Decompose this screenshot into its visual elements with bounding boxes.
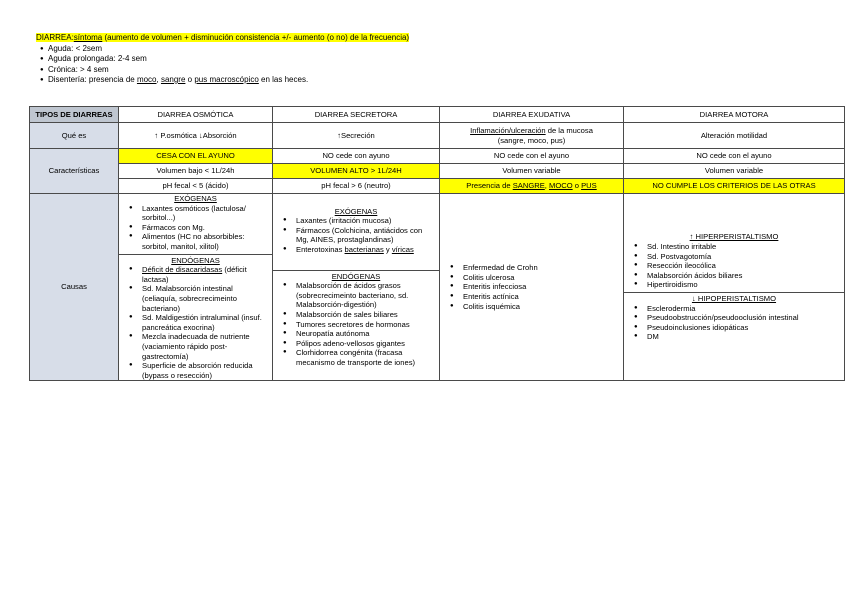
moco-word: moco: [136, 75, 157, 84]
sangre-text: SANGRE: [512, 181, 545, 191]
list-item: ● Aguda: < 2sem: [36, 44, 409, 55]
exudativa-mucosa: de la mucosa: [545, 125, 593, 135]
cell-exu-car-3: [440, 179, 624, 194]
list-item: ● Colitis ulcerosa: [443, 273, 620, 283]
row-que-es: [30, 123, 845, 149]
deficit-text: Déficit de disacaridasas: [142, 265, 223, 275]
list-item: ● Laxantes (irritación mucosa): [276, 216, 436, 226]
row-label-que-es: Qué es: [30, 123, 119, 149]
viricas-text: víricas: [391, 245, 414, 255]
osm-endogenas-title: ENDÓGENAS: [171, 255, 220, 265]
list-item: ● Colitis isquémica: [443, 302, 620, 312]
cell-osmotica-que: ↑ P.osmótica ↓Absorción: [119, 123, 273, 149]
list-item: ● Sd. Malabsorción intestinal (celiaquía, sobrecrecimeinto bacteriano): [122, 284, 269, 313]
row-causas: [30, 194, 845, 381]
list-item: ● DM: [627, 332, 841, 342]
cell-exu-car-2: Volumen variable: [440, 164, 624, 179]
mot-hiper-list: [627, 242, 841, 290]
list-item: ● Sd. Maldigestión intraluminal (insuf. pancreática exocrina): [122, 313, 269, 332]
disenteria-post: en las heces.: [258, 75, 309, 84]
list-item: [276, 245, 436, 255]
sec-exogenas-list: [276, 216, 436, 254]
sep: y: [383, 245, 392, 255]
disenteria-pre: Disentería: presencia de: [48, 75, 137, 84]
sep: o: [185, 75, 195, 84]
divider: [624, 292, 844, 293]
list-item: ● Fármacos con Mg.: [122, 223, 269, 233]
presencia-text: Presencia de: [466, 181, 513, 191]
sintoma-word: síntoma: [73, 33, 103, 42]
diarrhea-types-table: [29, 106, 845, 381]
list-item: ● Esclerodermia: [627, 304, 841, 314]
sep: ,: [544, 181, 550, 191]
col-header-osmotica: DIARREA OSMÓTICA: [119, 107, 273, 123]
list-item: ● Sd. Postvagotomía: [627, 252, 841, 262]
list-item: ● Enteritis actínica: [443, 292, 620, 302]
list-item: ● Pólipos adeno-vellosos gigantes: [276, 339, 436, 349]
list-item: [122, 265, 269, 284]
list-item: ● Hipertiroidismo: [627, 280, 841, 290]
list-item: ● Alimentos (HC no absorbibles: sorbitol, manitol, xilitol): [122, 232, 269, 251]
list-item: ● Mezcla inadecuada de nutriente (vaciamiento rápido post-gastrectomía): [122, 332, 269, 361]
list-item: ● Enfermedad de Crohn: [443, 263, 620, 273]
exudativa-inflamacion: Inflamación/ulceración: [470, 125, 546, 135]
col-header-tipos: TIPOS DE DIARREAS: [30, 107, 119, 123]
osm-exogenas-title: EXÓGENAS: [174, 194, 217, 203]
exu-causas-list: [443, 263, 620, 311]
cell-mot-causas: [624, 194, 845, 381]
sep: ,: [156, 75, 161, 84]
sec-endogenas-title: ENDÓGENAS: [331, 271, 381, 281]
cell-sec-causas: [273, 194, 440, 381]
col-header-secretora: DIARREA SECRETORA: [273, 107, 440, 123]
list-item: ● Aguda prolongada: 2-4 sem: [36, 54, 409, 65]
list-item: ● Neuropatía autónoma: [276, 329, 436, 339]
row-caracteristicas-2: [30, 164, 845, 179]
list-item: [36, 75, 409, 86]
moco-text: MOCO: [549, 181, 573, 191]
cell-sec-car-1: NO cede con ayuno: [273, 149, 440, 164]
mot-hiper-title: ↑ HIPERPERISTALTISMO: [689, 232, 779, 242]
divider: [273, 270, 439, 271]
list-item: ● Sd. Intestino irritable: [627, 242, 841, 252]
cell-osm-car-3: pH fecal < 5 (ácido): [119, 179, 273, 194]
title-word: DIARREA:: [36, 33, 74, 42]
cell-mot-car-1: NO cede con el ayuno: [624, 149, 845, 164]
mot-hipo-list: [627, 304, 841, 342]
list-item: ● Pseudoinclusiones idiopáticas: [627, 323, 841, 333]
list-item: ● Malabsorción de ácidos grasos (sobrecrecimeinto bacteriano, sd. Malabsorción-digestión): [276, 281, 436, 310]
intro-section: [36, 33, 409, 86]
cell-mot-car-3: NO CUMPLE LOS CRITERIOS DE LAS OTRAS: [624, 179, 845, 194]
cell-sec-car-3: pH fecal > 6 (neutro): [273, 179, 440, 194]
cell-exu-causas: [440, 194, 624, 381]
cell-secretora-que: ↑Secreción: [273, 123, 440, 149]
mot-hipo-title: ↓ HIPOPERISTALTISMO: [691, 293, 777, 303]
list-item: ● Malabsorción de sales biliares: [276, 310, 436, 320]
list-item: ● Malabsorción ácidos biliares: [627, 271, 841, 281]
cell-motora-que: Alteración motilidad: [624, 123, 845, 149]
pus-word: pus macroscópico: [194, 75, 259, 84]
cell-osm-causas: [119, 194, 273, 381]
row-caracteristicas-1: [30, 149, 845, 164]
definition-text: (aumento de volumen + disminución consistencia +/- aumento (o no) de la frecuencia): [102, 33, 410, 42]
sangre-word: sangre: [160, 75, 186, 84]
cell-exu-car-1: NO cede con el ayuno: [440, 149, 624, 164]
sec-exogenas-title: EXÓGENAS: [334, 206, 378, 216]
col-header-motora: DIARREA MOTORA: [624, 107, 845, 123]
cell-sec-car-2: VOLUMEN ALTO > 1L/24H: [273, 164, 440, 179]
list-item: ● Laxantes osmóticos (lactulosa/ sorbitol...): [122, 204, 269, 223]
definition-line: [36, 33, 409, 44]
cell-osm-car-2: Volumen bajo < 1L/24h: [119, 164, 273, 179]
header-row: [30, 107, 845, 123]
classification-list: [36, 44, 409, 86]
sec-endogenas-list: [276, 281, 436, 367]
list-item: ● Tumores secretores de hormonas: [276, 320, 436, 330]
list-item: ● Clorhidorrea congénita (fracasa mecanismo de transporte de iones): [276, 348, 436, 367]
exudativa-contenido: (sangre, moco, pus): [497, 135, 566, 145]
row-caracteristicas-3: [30, 179, 845, 194]
list-item: ● Superficie de absorción reducida (bypass o resección): [122, 361, 269, 380]
list-item: ● Pseudoobstrucción/pseudooclusión intestinal: [627, 313, 841, 323]
osm-exogenas-list: [122, 204, 269, 252]
list-item: ● Resección ileocólica: [627, 261, 841, 271]
row-label-caracteristicas: Características: [30, 149, 119, 194]
cell-mot-car-2: Volumen variable: [624, 164, 845, 179]
divider: [119, 254, 272, 255]
enterotoxinas-text: Enterotoxinas: [296, 245, 345, 255]
pus-text: PUS: [581, 181, 597, 191]
deficit-rest: (déficit lactasa): [142, 265, 247, 284]
col-header-exudativa: DIARREA EXUDATIVA: [440, 107, 624, 123]
bacterianas-text: bacterianas: [344, 245, 384, 255]
cell-osm-car-1: CESA CON EL AYUNO: [119, 149, 273, 164]
osm-endogenas-list: [122, 265, 269, 380]
row-label-causas: Causas: [30, 194, 119, 381]
list-item: ● Crónica: > 4 sem: [36, 65, 409, 76]
list-item: ● Fármacos (Colchicina, antiácidos con Mg, AINES, prostaglandinas): [276, 226, 436, 245]
list-item: ● Enteritis infecciosa: [443, 282, 620, 292]
sep: o: [572, 181, 582, 191]
cell-exudativa-que: [440, 123, 624, 149]
